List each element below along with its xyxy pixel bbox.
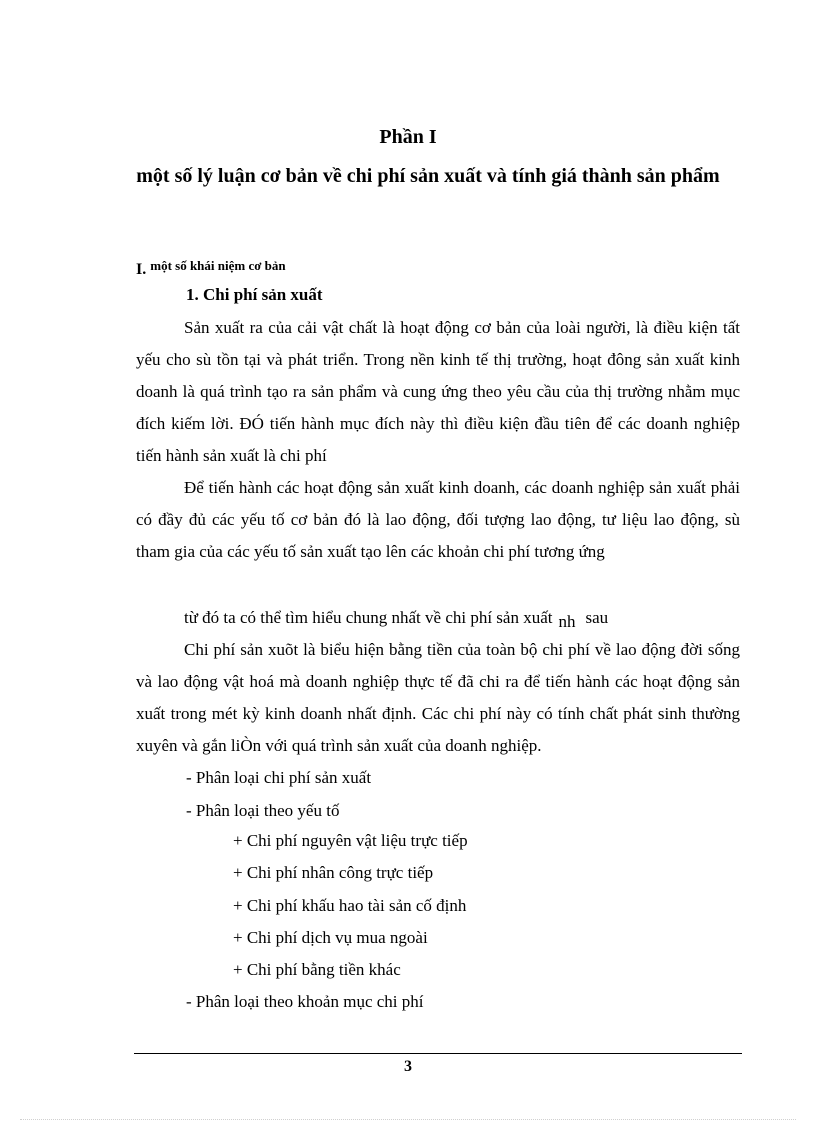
part-title: Phần I xyxy=(379,126,437,148)
lead-line xyxy=(184,602,740,634)
sub-list-item: + Chi phí nhân công trực tiếp xyxy=(233,863,434,882)
list-item: - Phân loại chi phí sản xuất xyxy=(186,768,372,787)
page-number: 3 xyxy=(404,1058,412,1075)
subheading: 1. Chi phí sản xuất xyxy=(186,285,323,304)
list-item: - Phân loại theo yếu tố xyxy=(186,801,340,820)
paragraph: Sản xuất ra của cải vật chất là hoạt động cơ bản của loài người, là điều kiện tất yếu cho sù tồn tại và phát triển. Trong nền kinh tế thị trường, hoạt đông sản xuất kinh doanh là quá trình tạo ra sản phẩm và cung ứng theo yêu cầu của thị trường nhằm mục đích kiếm lời. ĐÓ tiến hành mục đích này thì điều kiện đầu tiên để các doanh nghiệp tiến hành sản xuất là chi phí xyxy=(136,318,740,465)
section-title: một số khái niệm cơ bản xyxy=(150,258,286,273)
footer-rule xyxy=(134,1053,742,1054)
paragraph: Chi phí sản xuõt là biểu hiện bằng tiền của toàn bộ chi phí về lao động đời sống và lao động vật hoá mà doanh nghiệp thực tế đã chi ra để tiến hành các hoạt động sản xuất trong mét kỳ kinh doanh nhất định. Các chi phí này có tính chất phát sinh thường xuyên và gắn liÒn với quá trình sản xuất của doanh nghiệp. xyxy=(136,640,740,755)
sub-list-item: + Chi phí khấu hao tài sản cố định xyxy=(233,896,467,915)
list-item: - Phân loại theo khoản mục chi phí xyxy=(186,992,424,1011)
lead-line-fragment: nh xyxy=(558,612,576,631)
lead-line-end: sau xyxy=(585,608,609,627)
section-number: I. xyxy=(136,261,147,278)
page-edge xyxy=(20,1119,796,1120)
sub-list-item: + Chi phí bằng tiền khác xyxy=(233,960,401,979)
lead-line-text: từ đó ta có thể tìm hiểu chung nhất về chi phí sản xuất xyxy=(184,608,553,627)
section-heading xyxy=(136,256,286,276)
sub-list-item: + Chi phí nguyên vật liệu trực tiếp xyxy=(233,831,468,850)
sub-list-item: + Chi phí dịch vụ mua ngoài xyxy=(233,928,428,947)
paragraph: Để tiến hành các hoạt động sản xuất kinh doanh, các doanh nghiệp sản xuất phải có đầy đủ các yếu tố cơ bản đó là lao động, đối tượng lao động, tư liệu lao động, sù tham gia của các yếu tố sản xuất tạo lên các khoản chi phí tương ứng xyxy=(136,478,740,561)
chapter-title: một số lý luận cơ bản về chi phí sản xuất và tính giá thành sản phẩm xyxy=(136,165,720,187)
